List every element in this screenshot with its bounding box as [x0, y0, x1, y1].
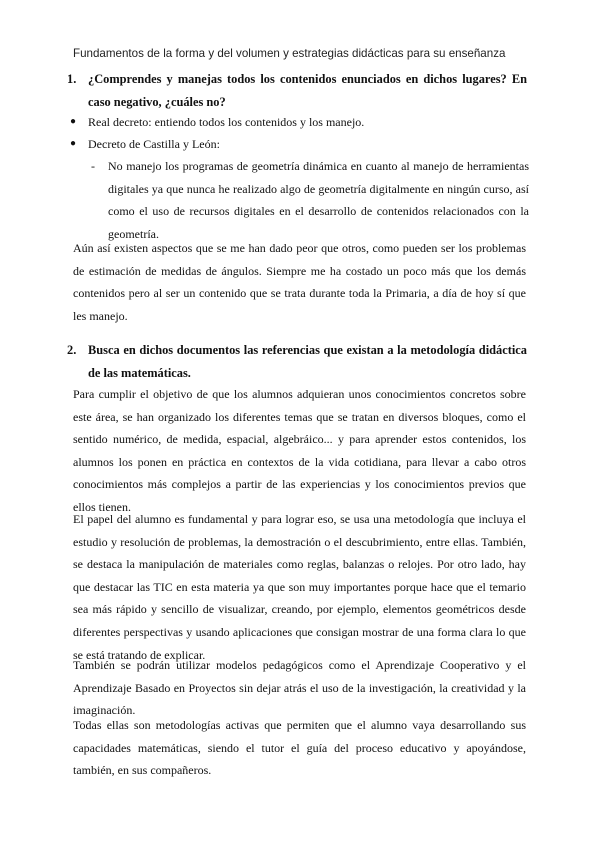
paragraph: Para cumplir el objetivo de que los alumnos adquieran unos conocimientos concretos sobre este área, se han organizado los diferentes temas que se tratan en diversos bloques, como el sentido numérico, de medida, espacial, algebráico... y para aprender estos contenidos, los alumnos los ponen en práctica en contextos de la vida cotidiana, para llevar a cabo otros conocimientos más complejos a partir de las experiencias y los conocimientos previos que ellos tienen. — [73, 387, 526, 514]
paragraph: El papel del alumno es fundamental y para lograr eso, se usa una metodología que incluya el estudio y resolución de problemas, la demostración o el descubrimiento, entre ellas. También, se destaca la manipulación de materiales como reglas, balanzas o relojes. Por otro lado, hay que destacar las TIC en esta materia ya que son muy importantes porque hace que el temario sea más rápido y sencillo de visualizar, creando, por ejemplo, elementos geométricos desde diferentes perspectivas y usando aplicaciones que consigan mostrar de una forma clara lo que se está tratando de explicar. — [73, 512, 526, 662]
page-header: Fundamentos de la forma y del volumen y estrategias didácticas para su enseñanza — [73, 47, 506, 60]
sub-item-text: No manejo los programas de geometría dinámica en cuanto al manejo de herramientas digitales ya que nunca he realizado algo de geometría digitalmente en ningún curso, así como el uso de recursos digitales en el desarrollo de contenidos relacionados con la geometría. — [108, 159, 529, 241]
question-2-number: 2. — [67, 343, 77, 357]
bullet-icon: ● — [70, 116, 77, 127]
question-1 — [67, 68, 527, 113]
paragraph: Todas ellas son metodologías activas que permiten que el alumno vaya desarrollando sus capacidades matemáticas, siendo el tutor el guía del proceso educativo y apoyándose, también, en sus compañeros. — [73, 718, 526, 778]
bullet-text: Real decreto: entiendo todos los contenidos y los manejo. — [88, 115, 365, 129]
bullet-item — [67, 111, 527, 133]
paragraph: También se podrán utilizar modelos pedagógicos como el Aprendizaje Cooperativo y el Aprendizaje Basado en Proyectos sin dejar atrás el uso de la investigación, la creatividad y la imaginación. — [73, 658, 526, 718]
paragraph: Aún así existen aspectos que se me han dado peor que otros, como pueden ser los problemas de estimación de medidas de ángulos. Siempre me ha costado un poco más que los demás contenidos pero al ser un contenido que se trata durante toda la Primaria, a día de hoy sí que les manejo. — [73, 241, 526, 323]
question-1-text: ¿Comprendes y manejas todos los contenidos enunciados en dichos lugares? En caso negativo, ¿cuáles no? — [88, 72, 527, 109]
bullet-text: Decreto de Castilla y León: — [88, 137, 220, 151]
question-2 — [67, 339, 527, 384]
question-1-number: 1. — [67, 72, 77, 86]
sub-list-item — [88, 155, 529, 245]
question-2-text: Busca en dichos documentos las referencias que existan a la metodología didáctica de las matemáticas. — [88, 343, 527, 380]
bullet-item — [67, 133, 527, 155]
bullet-icon: ● — [70, 138, 77, 149]
dash-marker: - — [91, 159, 95, 173]
